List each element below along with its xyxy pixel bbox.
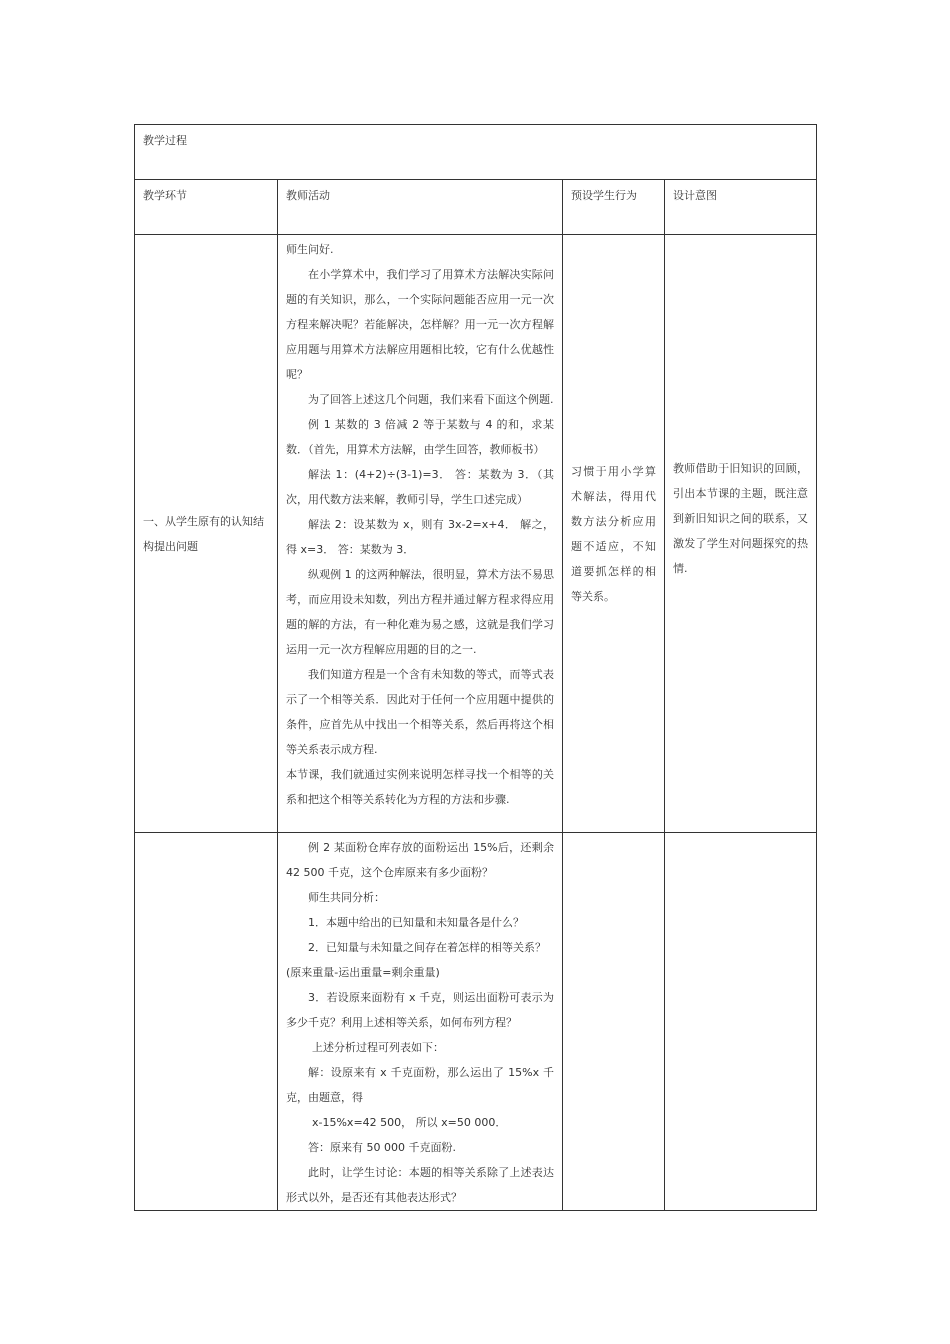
student-behavior-cell: 习惯于用小学算术解法，得用代数方法分析应用题不适应，不知道要抓怎样的相等关系。 [563, 235, 665, 833]
teacher-paragraph: 3．若设原来面粉有 x 千克，则运出面粉可表示为多少千克？利用上述相等关系，如何布列方程？ [286, 991, 554, 1029]
teacher-paragraph: 解法 1：(4+2)÷(3-1)=3． 答：某数为 3．（其次，用代数方法来解，教师引导，学生口述完成） [286, 468, 554, 506]
header-student-behavior: 预设学生行为 [563, 180, 665, 235]
stage-cell: 一、从学生原有的认知结构提出问题 [135, 235, 278, 833]
teacher-paragraph: 解法 2：设某数为 x，则有 3x-2=x+4． 解之，得 x=3． 答：某数为 3． [286, 518, 554, 556]
title-row [135, 125, 817, 180]
teacher-paragraph: 解：设原来有 x 千克面粉，那么运出了 15%x 千克，由题意，得 [286, 1066, 554, 1104]
teacher-paragraph: 师生共同分析： [308, 891, 385, 904]
teacher-paragraph: (原来重量-运出重量=剩余重量) [286, 966, 440, 979]
design-intent-cell: 教师借助于旧知识的回顾，引出本节课的主题，既注意到新旧知识之间的联系，又激发了学生对问题探究的热情. [665, 235, 817, 833]
teacher-paragraph: 例 1 某数的 3 倍减 2 等于某数与 4 的和，求某数．（首先，用算术方法解，由学生回答，教师板书） [286, 418, 554, 456]
teacher-paragraph: 2．已知量与未知量之间存在着怎样的相等关系？ [308, 941, 546, 954]
header-teacher-activity: 教师活动 [278, 180, 563, 235]
teacher-paragraph: 1．本题中给出的已知量和未知量各是什么？ [308, 916, 524, 929]
teacher-paragraph: 在小学算术中，我们学习了用算术方法解决实际问题的有关知识，那么，一个实际问题能否应用一元一次方程来解决呢？若能解决，怎样解？用一元一次方程解应用题与用算术方法解应用题相比较，它有什么优越性呢？ [286, 268, 554, 381]
teacher-paragraph: 我们知道方程是一个含有未知数的等式，而等式表示了一个相等关系．因此对于任何一个应用题中提供的条件，应首先从中找出一个相等关系，然后再将这个相等关系表示成方程. [286, 668, 554, 756]
teacher-paragraph: 上述分析过程可列表如下： [312, 1041, 444, 1054]
student-behavior-cell [563, 833, 665, 1211]
table-row [135, 833, 817, 1211]
header-stage: 教学环节 [135, 180, 278, 235]
header-row [135, 180, 817, 235]
design-intent-cell [665, 833, 817, 1211]
teacher-activity-cell [278, 833, 563, 1211]
header-design-intent: 设计意图 [665, 180, 817, 235]
lesson-plan-table [134, 124, 817, 1211]
teacher-activity-cell [278, 235, 563, 833]
teacher-paragraph: 为了回答上述这几个问题，我们来看下面这个例题. [308, 393, 554, 406]
teacher-paragraph: 此时，让学生讨论：本题的相等关系除了上述表达形式以外，是否还有其他表达形式？ [286, 1166, 554, 1204]
table-row [135, 235, 817, 833]
teacher-paragraph: x-15%x=42 500， 所以 x=50 000． [312, 1116, 507, 1129]
table-title: 教学过程 [135, 125, 817, 180]
teacher-paragraph: 师生问好. [286, 243, 334, 256]
teacher-paragraph: 答：原来有 50 000 千克面粉. [308, 1141, 456, 1154]
teacher-paragraph: 例 2 某面粉仓库存放的面粉运出 15%后，还剩余 42 500 千克，这个仓库原来有多少面粉？ [286, 841, 554, 879]
teacher-paragraph: 纵观例 1 的这两种解法，很明显，算术方法不易思考，而应用设未知数，列出方程并通过解方程求得应用题的解的方法，有一种化难为易之感，这就是我们学习运用一元一次方程解应用题的目的之一. [286, 568, 554, 656]
stage-cell [135, 833, 278, 1211]
teacher-paragraph: 本节课，我们就通过实例来说明怎样寻找一个相等的关系和把这个相等关系转化为方程的方法和步骤. [286, 768, 554, 806]
